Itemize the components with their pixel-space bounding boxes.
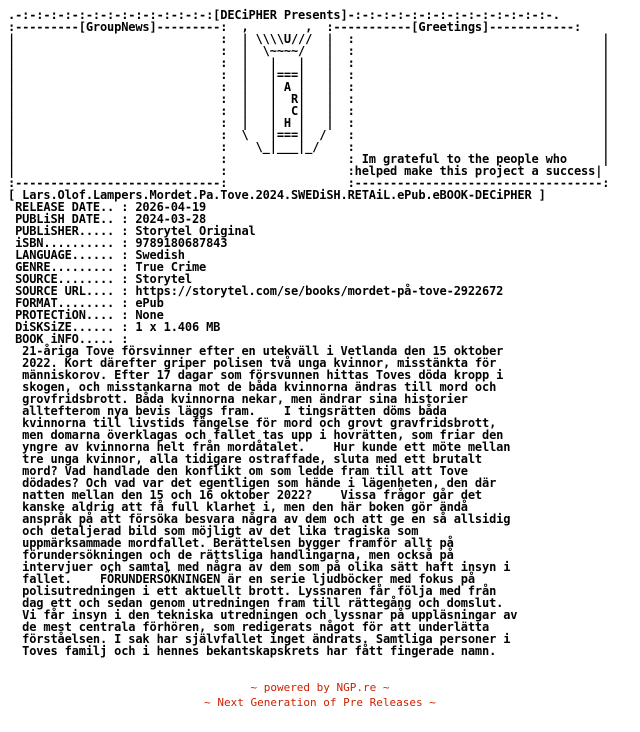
footer-powered-by: ~ powered by NGP.re ~: [250, 681, 390, 694]
footer-tagline: ~ Next Generation of Pre Releases ~: [204, 696, 436, 709]
nfo-text: .-:-:-:-:-:-:-:-:-:-:-:-:-:-:[DECiPHER Presents]-:-:-:-:-:-:-:-:-:-:-:-:-:-:-. :---------[GroupNews]---------: , , :-----------[Greetings]------------: | : | \\\\U/// | : | | : | \~~~~/ | : | | : | | | | : | | : | |===| | : | | : | | A | | : | | : | | R| | : | | : | | C| | : | | : | | H | | : | | : \ |===| / : | | : \_|___|_/ : | | : : Im grateful to the people who | | : :helped make this project a success| :-----------------------------: :-----------------------------------: [ Lars.Olof.Lampers.Mordet.Pa.Tove.2024.SWEDiSH.RETAiL.ePub.eBOOK-DECiPHER ] RELEASE DATE.. : 2026-04-19 PUBLiSH DATE.. : 2024-03-28 PUBLiSHER..... : Storytel Original iSBN.......... : 9789180687843 LANGUAGE...... : Swedish GENRE......... : True Crime SOURCE........ : Storytel SOURCE URL.... : https://storytel.com/se/books/mordet-på-tove-2922672 FORMAT........ : ePub PROTECTiON.... : None DiSKSiZE...... : 1 x 1.406 MB BOOK iNFO..... : 21-åriga Tove försvinner efter en utekväll i Vetlanda den 15 oktober 2022. Kort därefter griper polisen två unga kvinnor, misstänkta för människorov. Efter 17 dagar som försvunnen hittas Toves döda kropp i skogen, och misstankarna mot de båda kvinnorna ändras till mord och grovfridsbrott. Båda kvinnorna nekar, men ändrar sina historier alltefterom nya bevis läggs fram. I tingsrätten döms båda kvinnorna till livstids fängelse för mord och grovt gravfridsbrott, men domarna överklagas och fallet tas upp i hovrätten, som friar den yngre av kvinnorna helt från mordåtalet. Hur kunde ett möte mellan tre unga kvinnor, alla tidigare ostraffade, sluta med ett brutalt mord? Vad handlade den konflikt om som ledde fram till att Tove dödades? Och vad var det egentligen som hände i lägenheten, den där natten mellan den 15 och 16 oktober 2022? Vissa frågor går det kanske aldrig att få full klarhet i, men den här boken gör ändå anspråk på att försöka besvara några av dem och att ge en så allsidig och detaljerad bild som möjligt av det lika tragiska som uppmärksammade mordfallet. Berättelsen bygger framför allt på förundersökningen och de rättsliga handlingarna, men också på intervjuer och samtal med några av dem som på olika sätt haft insyn i fallet. FÖRUNDERSÖKNINGEN är en serie ljudböcker med fokus på polisutredningen i ett aktuellt brott. Lyssnaren får följa med från dag ett och sedan genom utredningen fram till rättegång och domslut. Vi får insyn i den tekniska utredningen och lyssnar på uppläsningar av de mest centrala förhören, som redigerats något för att underlätta förståelsen. I sak har självfallet inget ändrats. Samtliga personer i Toves familj och i hennes bekantskapskrets har fått fingerade namn.: [8, 8, 610, 658]
